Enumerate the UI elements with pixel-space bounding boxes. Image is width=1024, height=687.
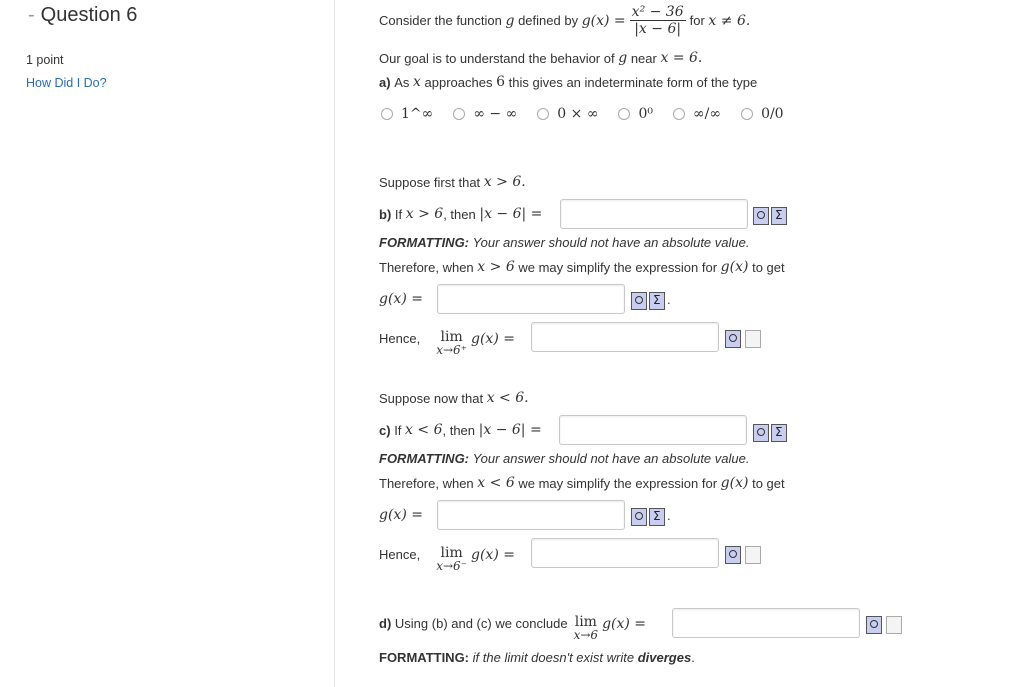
function-definition [379,4,750,37]
goal-statement [379,50,702,66]
option-label: 0/0 [761,106,784,122]
formatting-text: if the limit doesn't exist write [472,650,635,665]
to-get-text: to get [752,475,785,491]
equation-editor-icon[interactable] [753,207,769,225]
intro-text: Consider the function [379,13,502,28]
fraction-denominator: |x − 6| [634,21,682,37]
formatting-text: Your answer should not have an absolute value. [472,451,750,466]
simplify-text: we may simplify the expression for [518,259,718,275]
therefore-text: Therefore, when [379,259,474,275]
suppose-x-less [379,390,529,406]
part-b-then: , then [443,206,476,222]
g-plus-label [379,291,423,307]
goal-text: Our goal is to understand the behavior of [379,50,615,66]
lim-g-equals: g(x) = [471,547,515,563]
collapse-dash[interactable]: - [28,4,35,26]
sigma-help-icon[interactable] [771,207,787,225]
intro-defined-by: defined by [518,13,579,28]
option-label: 0⁰ [638,106,654,122]
lim-word: lim [574,614,597,630]
limit-operator [574,614,598,642]
limit-minus-answer-input[interactable] [531,538,719,568]
part-d-text: Using (b) and (c) we conclude [394,616,568,631]
part-c-label: c) [379,422,391,438]
gx-math: g(x) [720,259,749,275]
simplify-minus-statement [379,475,785,491]
part-b-answer-input[interactable] [560,199,748,229]
limit-operator [436,329,467,357]
part-a-prompt [379,74,757,90]
radio-button[interactable] [741,108,753,120]
radio-button[interactable] [673,108,685,120]
part-c-answer-input[interactable] [559,415,747,445]
goal-value: x = 6. [660,50,703,66]
option-0-times-inf[interactable] [537,106,598,122]
g-lhs: g(x) = [581,12,626,29]
part-a-label: a) [379,74,391,90]
sigma-help-icon[interactable] [649,508,665,526]
radio-button[interactable] [453,108,465,120]
equation-editor-icon[interactable] [631,508,647,526]
part-c-abs: |x − 6| = [478,422,542,438]
g-equals: g(x) = [379,507,423,523]
gx-math: g(x) [720,475,749,491]
part-b-if: If [394,206,403,222]
period: . [667,292,671,307]
part-b-if-math: x > 6 [405,206,444,222]
goal-near: near [630,50,657,66]
part-c-formatting [379,451,749,466]
hence-text: Hence, [379,547,421,562]
points-label: 1 point [26,53,64,67]
limit-minus-statement [379,545,515,573]
option-inf-over-inf[interactable] [673,106,721,122]
suppose-text: Suppose first that [379,174,481,190]
suppose-x-greater [379,174,526,190]
preview-icon[interactable] [745,546,761,564]
simplify-plus-statement [379,259,785,275]
radio-button[interactable] [537,108,549,120]
formatting-label: FORMATTING: [379,235,470,250]
suppose-text: Suppose now that [379,390,484,406]
g-plus-answer-input[interactable] [437,284,625,314]
equation-editor-icon[interactable] [866,616,882,634]
to-get-text: to get [752,259,785,275]
part-d-answer-input[interactable] [672,608,860,638]
part-c-then: , then [442,422,476,438]
part-d-label: d) [379,616,392,631]
therefore-math: x > 6 [477,259,515,275]
lim-word: lim [440,545,463,561]
option-0-over-0[interactable] [741,106,784,122]
g-minus-label [379,507,423,523]
part-c-prompt [379,422,542,438]
radio-button[interactable] [381,108,393,120]
equation-editor-icon[interactable] [725,546,741,564]
suppose-math: x < 6. [486,390,529,406]
indeterminate-form-options [381,106,804,122]
equation-editor-icon[interactable] [753,424,769,442]
part-d-formatting [379,650,695,665]
part-b-abs: |x − 6| = [479,206,543,222]
option-label: ∞ − ∞ [473,106,518,122]
question-title-text: Question 6 [40,4,138,26]
part-a-mid: approaches [424,74,493,90]
equation-editor-icon[interactable] [725,330,741,348]
part-b-label: b) [379,206,392,222]
part-a-six: 6 [496,74,506,90]
formatting-text: Your answer should not have an absolute value. [472,235,750,250]
part-a-suffix: this gives an indeterminate form of the type [508,74,758,90]
lim-subscript: x→6⁺ [436,343,467,357]
formatting-label: FORMATTING: [379,650,470,665]
part-a-prefix: As [394,74,410,90]
limit-operator [436,545,467,573]
goal-g: g [618,50,628,66]
sigma-help-icon[interactable] [649,292,665,310]
part-b-prompt [379,206,542,222]
option-label: 1^∞ [401,106,434,122]
question-title[interactable] [28,4,137,27]
g-equals: g(x) = [379,291,423,307]
option-1-inf[interactable] [381,106,433,122]
option-label: ∞/∞ [693,106,722,122]
condition-math: x ≠ 6. [708,12,751,29]
option-label: 0 × ∞ [557,106,599,122]
g-symbol: g [505,12,515,29]
lim-g-equals: g(x) = [471,331,515,347]
part-a-x: x [412,74,421,90]
lim-g-equals: g(x) = [602,616,647,632]
question-sidebar [0,0,335,687]
part-c-if-math: x < 6 [405,422,443,438]
preview-icon[interactable] [745,330,761,348]
condition-prefix: for [689,13,705,28]
question-body [379,0,1019,687]
therefore-math: x < 6 [477,475,515,491]
fraction-numerator: x² − 36 [631,4,684,20]
radio-button[interactable] [618,108,630,120]
hence-text: Hence, [379,331,421,346]
lim-subscript: x→6 [573,628,599,642]
g-minus-answer-input[interactable] [437,500,625,530]
diverges-keyword: diverges [637,650,692,665]
function-fraction [630,4,686,37]
equation-editor-icon[interactable] [631,292,647,310]
how-did-i-do-link[interactable]: How Did I Do? [26,76,107,90]
simplify-text: we may simplify the expression for [518,475,718,491]
formatting-label: FORMATTING: [379,451,470,466]
period: . [691,650,695,665]
sigma-help-icon[interactable] [771,424,787,442]
lim-subscript: x→6⁻ [436,559,467,573]
lim-word: lim [440,329,463,345]
therefore-text: Therefore, when [379,475,474,491]
option-inf-minus-inf[interactable] [453,106,517,122]
preview-icon[interactable] [886,616,902,634]
part-d-prompt [379,614,646,642]
option-0-pow-0[interactable] [618,106,653,122]
part-c-if: If [394,422,402,438]
suppose-math: x > 6. [483,174,526,190]
period: . [667,508,671,523]
limit-plus-statement [379,329,515,357]
part-b-formatting [379,235,749,250]
limit-plus-answer-input[interactable] [531,322,719,352]
